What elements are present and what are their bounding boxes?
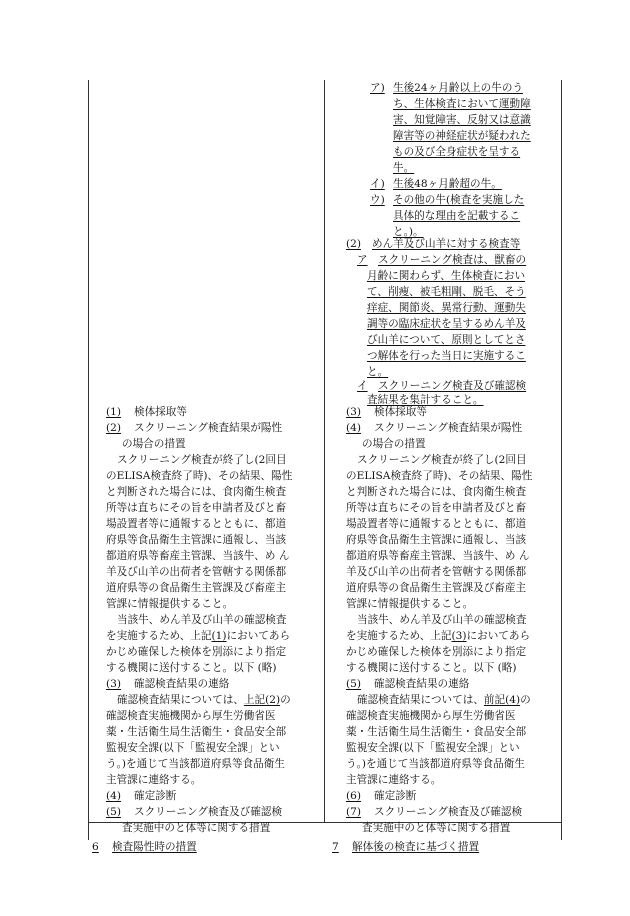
- item-a-label: ア): [370, 82, 385, 94]
- item-a2-line: 調等の臨床症状を呈するめん羊及: [367, 318, 526, 330]
- right-p3-line: 薬・生活衛生局生活衛生・食品安全部: [346, 726, 527, 738]
- left-p3-line: 主管課に連絡する。: [106, 774, 202, 786]
- right-p3-line: 監視安全課(以下「監視安全課」とい: [346, 742, 520, 754]
- item-i-line: 生後48ヶ月齢超の牛。: [393, 178, 502, 190]
- right-p2-line: を実施するため、上記(3)においてあら: [346, 630, 531, 642]
- left-footer-number: 6: [92, 841, 99, 853]
- left-s2-cont: の場合の措置: [122, 438, 186, 450]
- section-2-title: めん羊及び山羊に対する検査等: [372, 238, 521, 250]
- right-p2-line: かじめ確保した検体を別添により指定: [346, 646, 527, 658]
- right-p3-line: 確認検査結果については、前記(4)の: [357, 694, 531, 706]
- right-p1-line: 都道府県等畜産主管課、当該牛、め ん: [346, 550, 530, 562]
- item-a-line: 障害等の神経症状が疑われた: [393, 130, 531, 142]
- left-s3-number: (3): [106, 678, 122, 690]
- right-p2-ref: (3): [451, 630, 467, 642]
- left-p1-line: 府県等食品衛生主管課に通報し、当該: [106, 534, 287, 546]
- right-p1-line: 管課に情報提供すること。: [346, 598, 474, 610]
- left-s1-number: (1): [106, 406, 122, 418]
- right-p1-line: 道府県等の食品衛生主管課及び畜産主: [346, 582, 527, 594]
- item-u-line: その他の牛(検査を実施した: [393, 194, 525, 206]
- item-a-line: 害、知覚障害、反射又は意識: [393, 114, 531, 126]
- left-p1-line: スクリーニング検査が終了し(2回目: [117, 454, 287, 466]
- left-p2-line: する機関に送付すること。以下 (略): [106, 662, 277, 674]
- left-s4-title: 確定診断: [134, 790, 177, 802]
- right-s1-title: 検体採取等: [374, 406, 427, 418]
- right-s5-title: スクリーニング検査及び確認検: [374, 806, 523, 818]
- left-p3-line: う。)を通じて当該都道府県等食品衛生: [106, 758, 285, 770]
- right-p1-line: のELISA検査終了時)、その結果、陽性: [346, 470, 533, 482]
- left-footer-title: 検査陽性時の措置: [112, 841, 197, 853]
- left-p1-line: 所等は直ちにその旨を申請者及びと畜: [106, 502, 287, 514]
- right-s2-number: (4): [346, 422, 362, 434]
- right-s3-title: 確認検査結果の連絡: [374, 678, 470, 690]
- left-s3-title: 確認検査結果の連絡: [134, 678, 230, 690]
- right-s4-title: 確定診断: [374, 790, 417, 802]
- item-a2-line: 月齢に関わらず、生体検査におい: [367, 270, 526, 282]
- left-p3-line: 確認検査結果については、上記(2)の: [117, 694, 291, 706]
- right-p3-line: う。)を通じて当該都道府県等食品衛生: [346, 758, 525, 770]
- item-a-line: もの及び全身症状を呈する: [393, 146, 521, 158]
- item-i2-line: スクリーニング検査及び確認検: [378, 380, 527, 392]
- item-u-label: ウ): [370, 194, 385, 206]
- right-p1-line: 場設置者等に通報するとともに、都道: [346, 518, 527, 530]
- item-a2-line: と。: [367, 366, 389, 378]
- right-s5-cont: 査実施中のと体等に関する措置: [362, 822, 511, 834]
- item-a-line: 生後24ヶ月齢以上の牛のう: [393, 82, 524, 94]
- right-p3-ref: 前記(4): [483, 694, 521, 706]
- right-s1-number: (3): [346, 406, 362, 418]
- item-a2-line: て、削痩、被毛粗剛、脱毛、そう: [367, 286, 526, 298]
- item-a2-line: つ解体を行った当日に実施するこ: [367, 350, 526, 362]
- left-s5-number: (5): [106, 806, 122, 818]
- right-p2-line: 当該牛、めん羊及び山羊の確認検査: [357, 614, 527, 626]
- left-p1-line: 道府県等の食品衛生主管課及び畜産主: [106, 582, 287, 594]
- left-p2-line: かじめ確保した検体を別添により指定: [106, 646, 287, 658]
- right-p1-line: 所等は直ちにその旨を申請者及びと畜: [346, 502, 527, 514]
- right-s4-number: (6): [346, 790, 362, 802]
- item-a2-label: ア: [357, 254, 368, 266]
- right-p1-line: と判断された場合には、食肉衛生検査: [346, 486, 527, 498]
- right-s5-number: (7): [346, 806, 362, 818]
- right-p1-line: 府県等食品衛生主管課に通報し、当該: [346, 534, 527, 546]
- left-p3-line: 監視安全課(以下「監視安全課」とい: [106, 742, 280, 754]
- right-p2-line: する機関に送付すること。以下 (略): [346, 662, 517, 674]
- column-divider: [324, 80, 325, 822]
- left-s4-number: (4): [106, 790, 122, 802]
- item-a2-line: スクリーニング検査は、獣畜の: [378, 254, 527, 266]
- item-u-line: 具体的な理由を記載するこ: [393, 210, 521, 222]
- right-s2-cont: の場合の措置: [362, 438, 426, 450]
- right-s3-number: (5): [346, 678, 362, 690]
- left-s2-title: スクリーニング検査結果が陽性: [134, 422, 283, 434]
- item-u-line: と。)。: [393, 226, 424, 238]
- left-p1-line: と判断された場合には、食肉衛生検査: [106, 486, 287, 498]
- right-p1-line: 羊及び山羊の出荷者を管轄する関係都: [346, 566, 527, 578]
- right-p3-line: 主管課に連絡する。: [346, 774, 442, 786]
- left-s1-title: 検体採取等: [134, 406, 187, 418]
- right-p1-line: スクリーニング検査が終了し(2回目: [357, 454, 527, 466]
- left-p2-line: を実施するため、上記(1)においてあら: [106, 630, 291, 642]
- left-p1-line: 場設置者等に通報するとともに、都道: [106, 518, 287, 530]
- left-s5-title: スクリーニング検査及び確認検: [134, 806, 283, 818]
- left-p1-line: 羊及び山羊の出荷者を管轄する関係都: [106, 566, 287, 578]
- left-p2-line: 当該牛、めん羊及び山羊の確認検査: [117, 614, 287, 626]
- section-2-number: (2): [346, 238, 362, 250]
- item-i2-label: イ: [357, 380, 368, 392]
- item-i2-line: 査結果を集計すること。: [367, 394, 484, 406]
- left-p3-line: 確認検査実施機関から厚生労働省医: [106, 710, 276, 722]
- left-p3-line: 薬・生活衛生局生活衛生・食品安全部: [106, 726, 287, 738]
- left-s2-number: (2): [106, 422, 122, 434]
- item-i-label: イ): [370, 178, 385, 190]
- right-footer-title: 解体後の検査に基づく措置: [352, 841, 480, 853]
- left-p2-ref: (1): [211, 630, 227, 642]
- right-p3-line: 確認検査実施機関から厚生労働省医: [346, 710, 516, 722]
- left-p3-ref: 上記(2): [243, 694, 281, 706]
- left-p1-line: 都道府県等畜産主管課、当該牛、め ん: [106, 550, 290, 562]
- right-s2-title: スクリーニング検査結果が陽性: [374, 422, 523, 434]
- left-p1-line: 管課に情報提供すること。: [106, 598, 234, 610]
- left-p1-line: のELISA検査終了時)、その結果、陽性: [106, 470, 293, 482]
- left-s5-cont: 査実施中のと体等に関する措置: [122, 822, 271, 834]
- right-footer-number: 7: [332, 841, 339, 853]
- item-a2-line: 痒症、関節炎、異常行動、運動失: [367, 302, 526, 314]
- item-a2-line: び山羊について、原則としてとさ: [367, 334, 526, 346]
- item-a-line: 牛。: [393, 162, 415, 174]
- item-a-line: ち、生体検査において運動障: [393, 98, 531, 110]
